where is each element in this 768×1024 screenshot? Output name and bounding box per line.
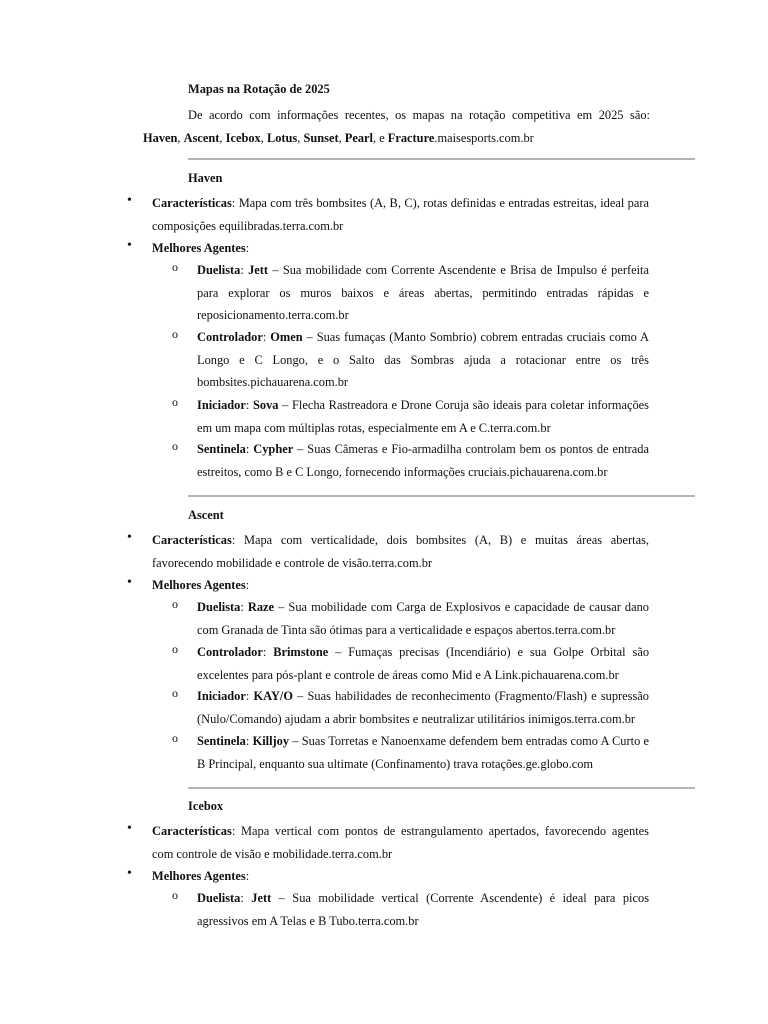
caracteristicas-ascent: Características: Mapa com verticalidade, dois bombsites (A, B) e muitas áreas abertas, favorecendo mobilidade e controle de visão.terra.com.br (152, 533, 649, 570)
agent-role: Duelista (197, 600, 241, 614)
agent-name: Cypher (253, 442, 294, 456)
agent-description: Flecha Rastreadora e Drone Coruja são ideais para coletar informações em um mapa com múltiplas rotas, especialmente em A e C.terra.com.br (197, 398, 649, 435)
sub-bullet-icon: o (172, 597, 178, 611)
agent-name: Killjoy (252, 734, 290, 748)
agent-name: Omen (270, 330, 303, 344)
agent-description: Fumaças precisas (Incendiário) e sua Golpe Orbital são excelentes para pós-plant e controle de áreas como Mid e A Link.pichauarena.com.br (197, 645, 650, 682)
agent-description: Suas Câmeras e Fio-armadilha controlam bem os pontos de entrada estreitos, como B e C Longo, fornecendo informações cruciais.pichauarena.com.br (197, 442, 649, 479)
sub-bullet-icon: o (172, 686, 178, 700)
agent-role: Controlador (197, 330, 263, 344)
agent-role: Duelista (197, 263, 241, 277)
agent-description: Sua mobilidade com Corrente Ascendente e Brisa de Impulso é perfeita para explorar os muros baixos e áreas abertas, permitindo entradas rápidas e reposicionamento.terra.com.br (197, 263, 650, 322)
section-title-icebox: Icebox (188, 799, 224, 813)
map-name: Haven (143, 130, 178, 145)
map-name: Pearl (344, 130, 373, 145)
sub-bullet-icon: o (172, 731, 178, 745)
agent-role: Iniciador (197, 689, 246, 703)
agent-name: KAY/O (253, 689, 293, 703)
melhores-agentes-icebox: Melhores Agentes: (152, 869, 250, 883)
label-caracteristicas: Características (152, 824, 232, 838)
horizontal-rule (188, 158, 695, 160)
agent-role: Controlador (197, 645, 263, 659)
label-caracteristicas: Características (152, 533, 232, 547)
page-title: Mapas na Rotação de 2025 (188, 82, 330, 96)
sub-bullet-icon: o (172, 327, 178, 341)
agent-name: Jett (248, 263, 269, 277)
agent-description: Suas fumaças (Manto Sombrio) cobrem entradas cruciais como A Longo e C Longo, e o Salto das Sombras ajuda a rotacionar entre os três bombsites.pichauarena.com.br (197, 330, 649, 389)
agent-description: Sua mobilidade com Carga de Explosivos e capacidade de causar dano com Granada de Tinta são ótimas para a verticalidade e espaços abertos.terra.com.br (197, 600, 649, 637)
horizontal-rule (188, 787, 695, 789)
agent-entry: Controlador: Brimstone – Fumaças precisas (Incendiário) e sua Golpe Orbital são excelentes para pós-plant e controle de áreas como Mid e A Link.pichauarena.com.br (197, 645, 650, 682)
agent-description: Suas habilidades de reconhecimento (Fragmento/Flash) e supressão (Nulo/Comando) ajudam a abrir bombsites e neutralizar utilitários inimigos.terra.com.br (197, 689, 650, 726)
sub-bullet-icon: o (172, 888, 178, 902)
melhores-agentes-haven: Melhores Agentes: (152, 241, 250, 255)
label-melhores-agentes: Melhores Agentes (152, 869, 246, 883)
caracteristicas-icebox: Características: Mapa vertical com pontos de estrangulamento apertados, favorecendo agentes com controle de visão e mobilidade.terra.com.br (152, 824, 650, 861)
agent-entry: Duelista: Jett – Sua mobilidade vertical (Corrente Ascendente) é ideal para picos agressivos em A Telas e B Tubo.terra.com.br (197, 891, 650, 928)
agent-name: Sova (253, 398, 279, 412)
section-title-ascent: Ascent (188, 508, 224, 522)
agent-description: Suas Torretas e Nanoenxame defendem bem entradas como A Curto e B Principal, enquanto sua ultimate (Confinamento) trava rotações.ge.globo.com (197, 734, 650, 771)
agent-entry: Controlador: Omen – Suas fumaças (Manto Sombrio) cobrem entradas cruciais como A Longo e C Longo, e o Salto das Sombras ajuda a rotacionar entre os três bombsites.pichauarena.com.br (197, 330, 649, 389)
bullet-icon: • (127, 821, 132, 836)
agent-role: Iniciador (197, 398, 246, 412)
map-name: Lotus (266, 130, 298, 145)
label-melhores-agentes: Melhores Agentes (152, 241, 246, 255)
horizontal-rule (188, 495, 695, 497)
sub-bullet-icon: o (172, 642, 178, 656)
agent-name: Brimstone (273, 645, 329, 659)
sub-bullet-icon: o (172, 395, 178, 409)
caracteristicas-text: Mapa com verticalidade, dois bombsites (A, B) e muitas áreas abertas, favorecendo mobilidade e controle de visão.terra.com.br (152, 533, 649, 570)
agent-name: Raze (247, 600, 275, 614)
melhores-agentes-ascent: Melhores Agentes: (152, 578, 250, 592)
bullet-icon: • (127, 575, 132, 590)
map-list: Haven, Ascent, Icebox, Lotus, Sunset, Pearl, e Fracture.maisesports.com.br (143, 130, 534, 145)
agent-entry: Sentinela: Killjoy – Suas Torretas e Nanoenxame defendem bem entradas como A Curto e B Principal, enquanto sua ultimate (Confinamento) trava rotações.ge.globo.com (197, 734, 650, 771)
intro-text: De acordo com informações recentes, os mapas na rotação competitiva em 2025 são: (188, 108, 650, 122)
agent-entry: Duelista: Jett – Sua mobilidade com Corrente Ascendente e Brisa de Impulso é perfeita para explorar os muros baixos e áreas abertas, permitindo entradas rápidas e reposicionamento.terra.com.br (197, 263, 650, 322)
intro-paragraph (143, 104, 650, 149)
caracteristicas-text: Mapa com três bombsites (A, B, C), rotas definidas e entradas estreitas, ideal para composições equilibradas.terra.com.br (152, 196, 650, 233)
agent-description: Sua mobilidade vertical (Corrente Ascendente) é ideal para picos agressivos em A Telas e B Tubo.terra.com.br (197, 891, 650, 928)
map-name: Icebox (225, 130, 261, 145)
bullet-icon: • (127, 530, 132, 545)
label-melhores-agentes: Melhores Agentes (152, 578, 246, 592)
bullet-icon: • (127, 193, 132, 208)
section-title-haven: Haven (188, 171, 223, 185)
sub-bullet-icon: o (172, 439, 178, 453)
agent-entry: Iniciador: KAY/O – Suas habilidades de reconhecimento (Fragmento/Flash) e supressão (Nulo/Comando) ajudam a abrir bombsites e neutralizar utilitários inimigos.terra.com.br (197, 689, 650, 726)
agent-name: Jett (251, 891, 272, 905)
label-caracteristicas: Características (152, 196, 232, 210)
agent-entry: Sentinela: Cypher – Suas Câmeras e Fio-armadilha controlam bem os pontos de entrada estreitos, como B e C Longo, fornecendo informações cruciais.pichauarena.com.br (197, 442, 649, 479)
agent-role: Sentinela (197, 734, 246, 748)
sub-bullet-icon: o (172, 260, 178, 274)
agent-role: Sentinela (197, 442, 246, 456)
intro-source: .maisesports.com.br (434, 130, 534, 145)
map-name: Ascent (183, 130, 220, 145)
agent-role: Duelista (197, 891, 241, 905)
agent-entry: Duelista: Raze – Sua mobilidade com Carga de Explosivos e capacidade de causar dano com Granada de Tinta são ótimas para a verticalidade e espaços abertos.terra.com.br (197, 600, 649, 637)
bullet-icon: • (127, 866, 132, 881)
caracteristicas-text: Mapa vertical com pontos de estrangulamento apertados, favorecendo agentes com controle de visão e mobilidade.terra.com.br (152, 824, 650, 861)
map-name: Fracture (387, 130, 435, 145)
caracteristicas-haven: Características: Mapa com três bombsites (A, B, C), rotas definidas e entradas estreitas, ideal para composições equilibradas.terra.com.br (152, 196, 650, 233)
bullet-icon: • (127, 238, 132, 253)
map-name: Sunset (303, 130, 339, 145)
agent-entry: Iniciador: Sova – Flecha Rastreadora e Drone Coruja são ideais para coletar informações em um mapa com múltiplas rotas, especialmente em A e C.terra.com.br (197, 398, 649, 435)
